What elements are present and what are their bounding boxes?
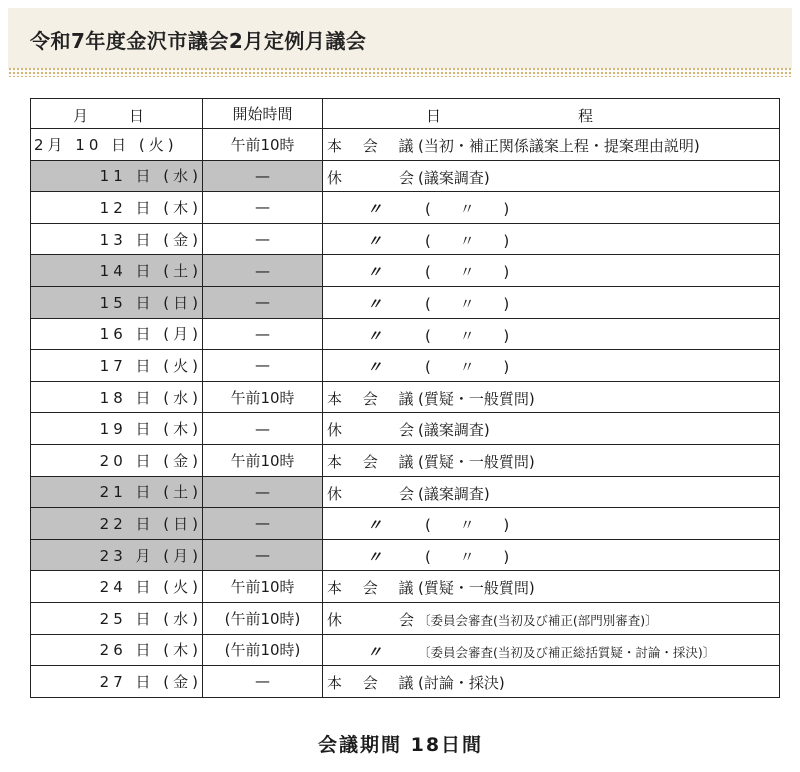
page-header [8, 8, 792, 68]
row-start-time: 午前10時 [203, 381, 323, 413]
schedule-detail: (当初・補正関係議案上程・提案理由説明) [418, 137, 700, 155]
schedule-detail: (質疑・一般質問) [418, 452, 535, 471]
row-schedule [323, 413, 780, 445]
schedule-type: 休 [327, 421, 343, 440]
schedule-detail: ( 〃 ) [425, 263, 522, 282]
table-body [31, 129, 780, 698]
schedule-type: 休 [327, 484, 343, 503]
header-start-time: 開始時間 [203, 99, 323, 129]
table-row [31, 192, 780, 224]
row-date: 25 日 (水) [31, 602, 203, 634]
schedule-detail: 〔委員会審査(当初及び補正総括質疑・討論・採決)〕 [418, 644, 716, 660]
table-row [31, 571, 780, 603]
table-row [31, 255, 780, 287]
row-schedule [323, 381, 780, 413]
table-row [31, 444, 780, 476]
schedule-detail: (討論・採決) [418, 674, 505, 693]
row-schedule [323, 160, 780, 192]
schedule-detail: 〔委員会審査(当初及び補正(部門別審査)〕 [418, 612, 658, 628]
row-date: 19 日 (木) [31, 413, 203, 445]
table-row [31, 350, 780, 382]
table-row [31, 129, 780, 161]
row-schedule [323, 255, 780, 287]
row-start-time: — [203, 223, 323, 255]
schedule-type: 休 [327, 168, 343, 187]
row-date: 24 日 (火) [31, 571, 203, 603]
row-start-time: (午前10時) [203, 634, 323, 666]
row-start-time: 午前10時 [203, 571, 323, 603]
row-start-time: — [203, 350, 323, 382]
table-row [31, 666, 780, 698]
row-schedule [323, 286, 780, 318]
ditto-mark: 〃 [367, 294, 383, 313]
row-date: 20 日 (金) [31, 444, 203, 476]
table-row [31, 634, 780, 666]
row-schedule [323, 634, 780, 666]
row-date: 23 月 (月) [31, 539, 203, 571]
row-schedule [323, 350, 780, 382]
row-start-time: (午前10時) [203, 602, 323, 634]
ditto-mark: 〃 [367, 358, 383, 377]
row-schedule [323, 318, 780, 350]
table-row [31, 160, 780, 192]
schedule-type: 本 会 議 [327, 579, 422, 598]
row-schedule [323, 129, 780, 161]
header-schedule [323, 99, 780, 129]
ditto-mark: 〃 [367, 642, 383, 661]
table-row [31, 476, 780, 508]
row-start-time: — [203, 476, 323, 508]
table-row [31, 539, 780, 571]
schedule-detail: ( 〃 ) [425, 516, 522, 535]
row-start-time: — [203, 539, 323, 571]
schedule-detail: (議案調査) [418, 484, 490, 503]
schedule-type: 休 [327, 610, 343, 629]
row-start-time: — [203, 286, 323, 318]
row-start-time: — [203, 666, 323, 698]
schedule-detail: ( 〃 ) [425, 231, 522, 250]
schedule-detail: (質疑・一般質問) [418, 389, 535, 408]
row-date: 11 日 (水) [31, 160, 203, 192]
table-row [31, 286, 780, 318]
ditto-mark: 〃 [367, 231, 383, 250]
row-start-time: — [203, 160, 323, 192]
header-date [31, 99, 203, 129]
row-date: 27 日 (金) [31, 666, 203, 698]
row-schedule [323, 508, 780, 540]
schedule-type: 本 会 議 [327, 137, 422, 155]
row-schedule [323, 602, 780, 634]
table-header-row [31, 99, 780, 129]
header-day: 日 [129, 107, 145, 125]
row-schedule [323, 571, 780, 603]
schedule-detail: ( 〃 ) [425, 326, 522, 345]
header-month: 月 [73, 107, 89, 125]
ditto-mark: 〃 [367, 547, 383, 566]
table-row [31, 318, 780, 350]
table-row [31, 508, 780, 540]
schedule-detail: ( 〃 ) [425, 358, 522, 377]
ditto-mark: 〃 [367, 516, 383, 535]
schedule-detail: ( 〃 ) [425, 200, 522, 219]
schedule-type: 本 会 議 [327, 452, 422, 471]
row-date: 18 日 (水) [31, 381, 203, 413]
row-date: 22 日 (日) [31, 508, 203, 540]
schedule-type-suffix: 会 [399, 168, 415, 187]
row-date: 13 日 (金) [31, 223, 203, 255]
row-schedule [323, 539, 780, 571]
schedule-detail: ( 〃 ) [425, 547, 522, 566]
table-row [31, 381, 780, 413]
row-schedule [323, 476, 780, 508]
ditto-mark: 〃 [367, 326, 383, 345]
row-schedule [323, 223, 780, 255]
schedule-type-suffix: 会 [399, 484, 415, 503]
schedule-detail: (質疑・一般質問) [418, 579, 535, 598]
table-row [31, 223, 780, 255]
page-title: 令和7年度金沢市議会2月定例月議会 [30, 29, 367, 53]
row-start-time: — [203, 255, 323, 287]
row-date: 2月 10 日 (火) [31, 129, 203, 161]
schedule-type: 本 会 議 [327, 389, 422, 408]
row-date: 21 日 (土) [31, 476, 203, 508]
schedule-type-suffix: 会 [399, 421, 415, 440]
row-date: 17 日 (火) [31, 350, 203, 382]
ditto-mark: 〃 [367, 263, 383, 282]
row-start-time: — [203, 192, 323, 224]
row-schedule [323, 192, 780, 224]
schedule-table [30, 98, 780, 698]
table-row [31, 413, 780, 445]
meeting-period: 会議期間 18日間 [318, 734, 484, 756]
header-sched-2: 程 [578, 107, 594, 125]
row-start-time: — [203, 413, 323, 445]
row-date: 26 日 (木) [31, 634, 203, 666]
row-start-time: 午前10時 [203, 444, 323, 476]
header-divider [8, 67, 792, 77]
header-sched-1: 日 [426, 107, 442, 125]
row-start-time: 午前10時 [203, 129, 323, 161]
schedule-detail: ( 〃 ) [425, 294, 522, 313]
row-schedule [323, 666, 780, 698]
row-date: 14 日 (土) [31, 255, 203, 287]
ditto-mark: 〃 [367, 200, 383, 219]
row-start-time: — [203, 318, 323, 350]
row-date: 12 日 (木) [31, 192, 203, 224]
row-date: 15 日 (日) [31, 286, 203, 318]
row-start-time: — [203, 508, 323, 540]
row-schedule [323, 444, 780, 476]
schedule-detail: (議案調査) [418, 168, 490, 187]
table-row [31, 602, 780, 634]
schedule-detail: (議案調査) [418, 421, 490, 440]
row-date: 16 日 (月) [31, 318, 203, 350]
schedule-type: 本 会 議 [327, 674, 422, 693]
schedule-type-suffix: 会 [399, 610, 415, 629]
